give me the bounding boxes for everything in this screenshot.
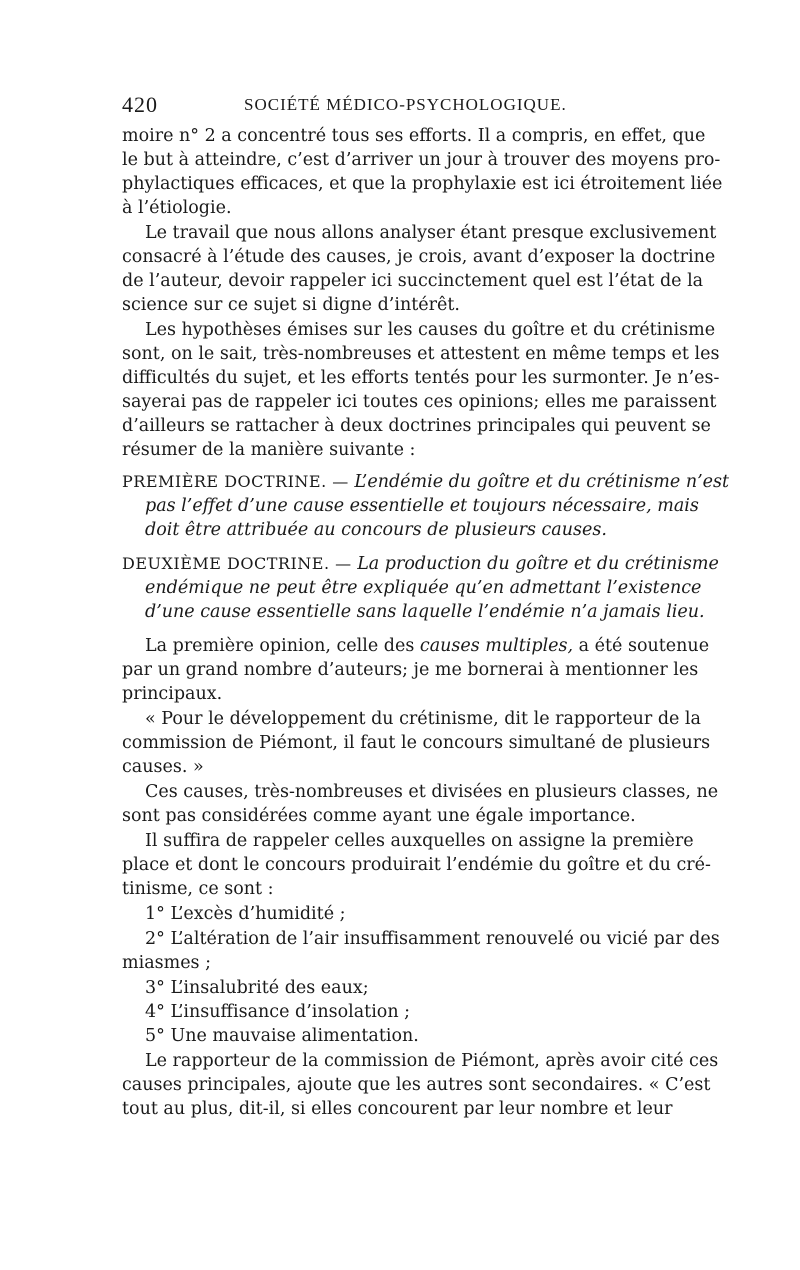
list-item: 1° L’excès d’humidité ; xyxy=(145,904,346,924)
doctrine-one-line xyxy=(122,470,730,494)
text-line: tinisme, ce sont : xyxy=(122,879,274,899)
text-line: sont pas considérées comme ayant une égale importance. xyxy=(122,806,636,826)
text-line: phylactiques efficaces, et que la prophylaxie est ici étroitement liée xyxy=(122,174,723,194)
text-span: a été soutenue xyxy=(578,636,710,656)
text-line: causes. » xyxy=(122,757,204,777)
doctrine-two-line xyxy=(122,552,719,576)
text-line: sont, on le sait, très-nombreuses et attestent en même temps et les xyxy=(122,344,720,364)
text-line: causes principales, ajoute que les autres sont secondaires. « C’est xyxy=(122,1075,711,1095)
text-line: tout au plus, dit-il, si elles concourent par leur nombre et leur xyxy=(122,1099,673,1119)
text-line: sayerai pas de rappeler ici toutes ces opinions; elles me paraissent xyxy=(122,392,717,412)
list-item: 3° L’insalubrité des eaux; xyxy=(145,978,369,998)
text-line: Il suffira de rappeler celles auxquelles on assigne la première xyxy=(145,831,694,851)
text-line: à l’étiologie. xyxy=(122,198,232,218)
list-item: 5° Une mauvaise alimentation. xyxy=(145,1026,419,1046)
text-line: commission de Piémont, il faut le concours simultané de plusieurs xyxy=(122,733,711,753)
text-line: Le rapporteur de la commission de Piémont, après avoir cité ces xyxy=(145,1051,719,1071)
text-line: le but à atteindre, c’est d’arriver un jour à trouver des moyens pro- xyxy=(122,150,721,170)
text-line: Les hypothèses émises sur les causes du goître et du crétinisme xyxy=(145,320,716,340)
text-line: difficultés du sujet, et les efforts tentés pour les surmonter. Je n’es- xyxy=(122,368,720,388)
doctrine-one-line: pas l’effet d’une cause essentielle et toujours nécessaire, mais xyxy=(145,496,699,516)
page-header xyxy=(122,92,682,122)
list-item: 2° L’altération de l’air insuffisamment renouvelé ou vicié par des xyxy=(145,929,720,949)
doctrine-two-line: d’une cause essentielle sans laquelle l’endémie n’a jamais lieu. xyxy=(145,602,705,622)
text-line xyxy=(145,634,710,658)
list-item: miasmes ; xyxy=(122,953,211,973)
text-line: résumer de la manière suivante : xyxy=(122,440,416,460)
text-span: La première opinion, celle des xyxy=(145,636,415,656)
text-line: principaux. xyxy=(122,684,223,704)
text-line: moire n° 2 a concentré tous ses efforts. Il a compris, en effet, que xyxy=(122,126,706,146)
text-line: consacré à l’étude des causes, je crois, avant d’exposer la doctrine xyxy=(122,247,716,267)
page-number: 420 xyxy=(122,92,158,117)
text-line: Ces causes, très-nombreuses et divisées en plusieurs classes, ne xyxy=(145,782,719,802)
italic-span: causes multiples, xyxy=(419,636,574,656)
list-item: 4° L’insuffisance d’insolation ; xyxy=(145,1002,411,1022)
doctrine-one-label: PREMIÈRE DOCTRINE. — xyxy=(122,472,349,491)
text-line: de l’auteur, devoir rappeler ici succinctement quel est l’état de la xyxy=(122,271,704,291)
text-line: par un grand nombre d’auteurs; je me bornerai à mentionner les xyxy=(122,660,699,680)
text-line: place et dont le concours produirait l’endémie du goître et du cré- xyxy=(122,855,711,875)
doctrine-one-line: doit être attribuée au concours de plusieurs causes. xyxy=(145,520,607,540)
text-line: Le travail que nous allons analyser étant presque exclusivement xyxy=(145,223,717,243)
doctrine-two-text: La production du goître et du crétinisme xyxy=(357,554,719,574)
text-line: science sur ce sujet si digne d’intérêt. xyxy=(122,295,460,315)
running-title: SOCIÉTÉ MÉDICO-PSYCHOLOGIQUE. xyxy=(244,95,567,114)
doctrine-one-text: L’endémie du goître et du crétinisme n’est xyxy=(354,472,730,492)
doctrine-two-label: DEUXIÈME DOCTRINE. — xyxy=(122,554,352,573)
doctrine-two-line: endémique ne peut être expliquée qu’en admettant l’existence xyxy=(145,578,702,598)
text-line: d’ailleurs se rattacher à deux doctrines principales qui peuvent se xyxy=(122,416,711,436)
text-line: « Pour le développement du crétinisme, dit le rapporteur de la xyxy=(145,709,701,729)
